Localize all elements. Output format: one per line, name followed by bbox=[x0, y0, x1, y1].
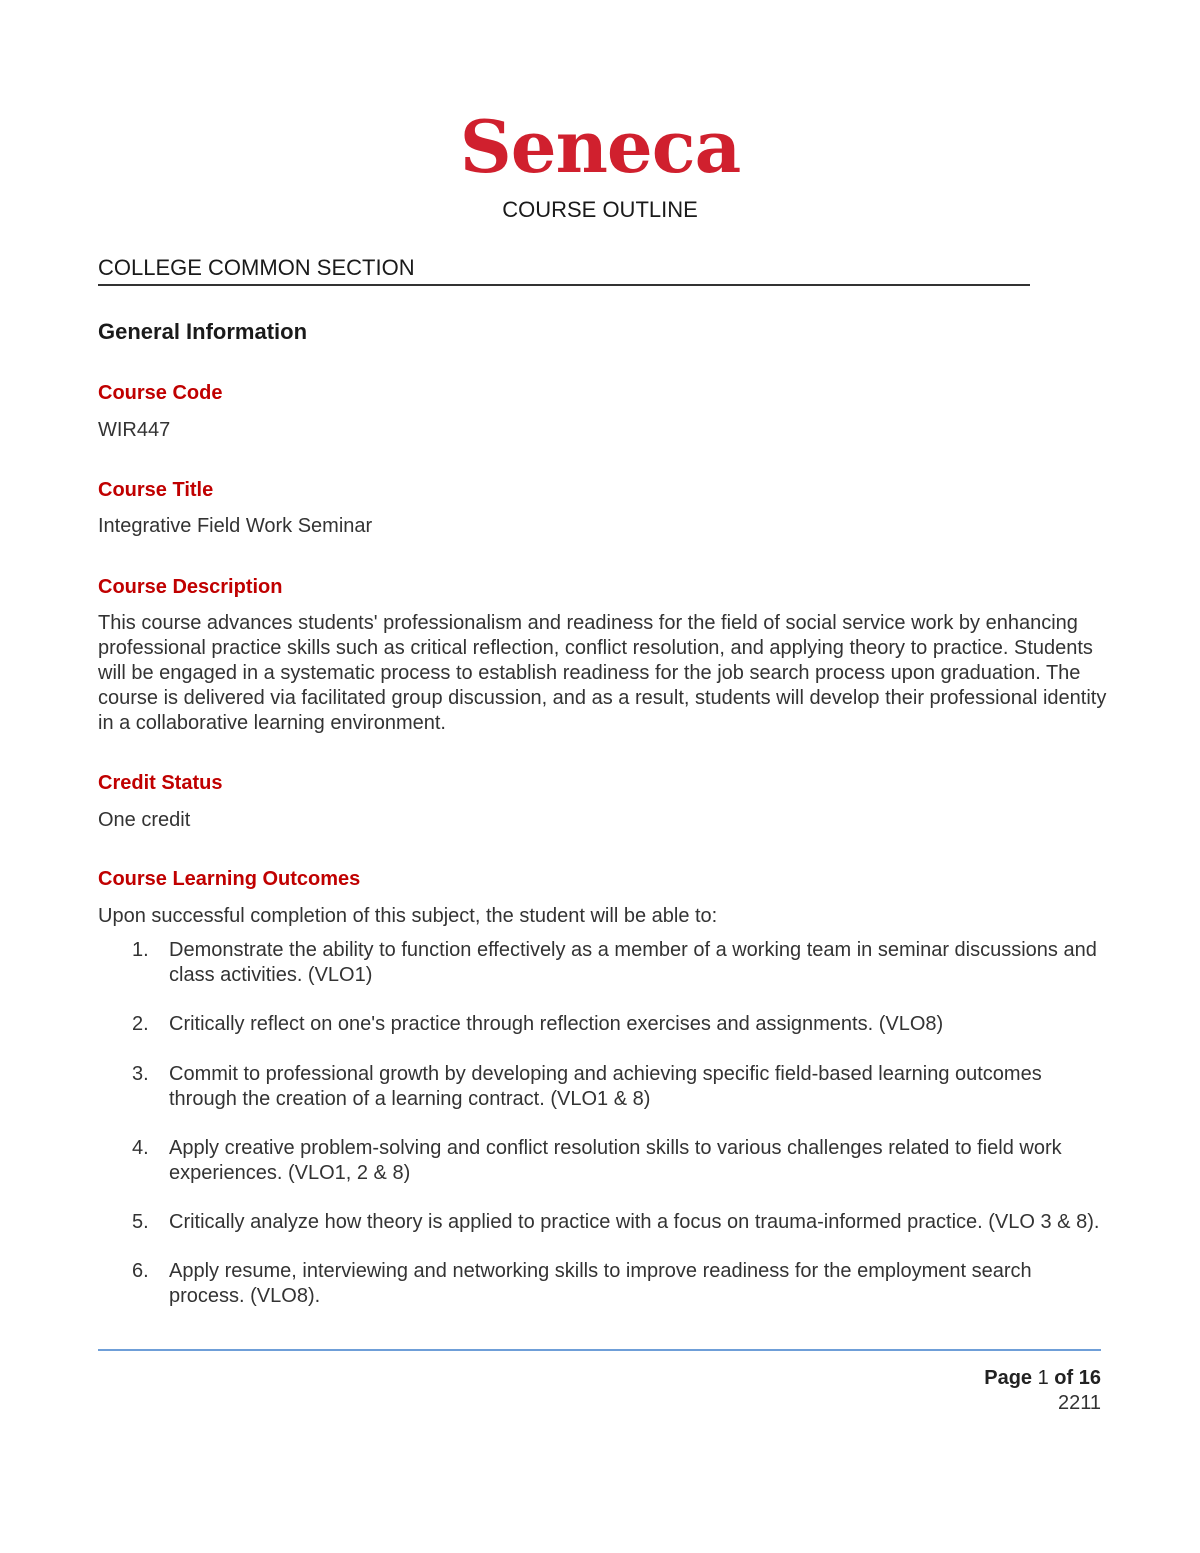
course-title-value: Integrative Field Work Seminar bbox=[98, 515, 373, 537]
outcome-item bbox=[98, 1136, 1108, 1186]
seneca-logo: Seneca bbox=[459, 104, 741, 189]
outcome-item bbox=[98, 1062, 1108, 1112]
credit-status-heading: Credit Status bbox=[98, 772, 223, 794]
outcome-item bbox=[98, 1210, 1108, 1235]
document-title: COURSE OUTLINE bbox=[502, 197, 698, 222]
outcome-number: 5. bbox=[132, 1211, 149, 1233]
page-of-word: of bbox=[1054, 1367, 1074, 1389]
subsection-title: General Information bbox=[98, 319, 308, 344]
course-description-heading: Course Description bbox=[98, 576, 283, 598]
course-description-text: This course advances students' professionalism and readiness for the field of social service work by enhancing professional practice skills such as critical reflection, conflict resolution, and applying theory to practice. Students will be engaged in a systematic process to establish readiness for the job search process upon graduation. The course is delivered via facilitated group discussion, and as a result, students will develop their professional identity in a collaborative learning environment. bbox=[98, 612, 1107, 734]
page-total: 16 bbox=[1078, 1367, 1101, 1389]
outcome-item bbox=[98, 1012, 1108, 1037]
outcome-number: 6. bbox=[132, 1260, 149, 1282]
credit-status-value: One credit bbox=[98, 809, 191, 831]
learning-outcomes-heading: Course Learning Outcomes bbox=[98, 868, 361, 890]
course-code-value: WIR447 bbox=[98, 419, 171, 441]
outcome-item bbox=[98, 1259, 1108, 1309]
section-title: COLLEGE COMMON SECTION bbox=[98, 254, 1030, 286]
outcome-text: Critically analyze how theory is applied to practice with a focus on trauma-informed practice. (VLO 3 & 8). bbox=[169, 1211, 1100, 1233]
course-title-heading: Course Title bbox=[98, 479, 214, 501]
outcome-text: Critically reflect on one's practice through reflection exercises and assignments. (VLO8) bbox=[169, 1013, 944, 1035]
page-current: 1 bbox=[1037, 1367, 1049, 1389]
outcome-text: Commit to professional growth by developing and achieving specific field-based learning outcomes through the creation of a learning contract. (VLO1 & 8) bbox=[169, 1063, 1042, 1110]
outcome-number: 4. bbox=[132, 1137, 149, 1159]
outcome-text: Demonstrate the ability to function effectively as a member of a working team in seminar discussions and class activities. (VLO1) bbox=[169, 939, 1097, 986]
outcome-text: Apply resume, interviewing and networking skills to improve readiness for the employment search process. (VLO8). bbox=[169, 1260, 1032, 1307]
learning-outcomes-list bbox=[98, 938, 1108, 1309]
course-code-heading: Course Code bbox=[98, 382, 223, 404]
outcome-text: Apply creative problem-solving and conflict resolution skills to various challenges related to field work experiences. (VLO1, 2 & 8) bbox=[169, 1137, 1062, 1184]
page-word: Page bbox=[984, 1367, 1033, 1389]
outcome-number: 1. bbox=[132, 939, 149, 961]
page-number bbox=[984, 1366, 1101, 1391]
outcome-item bbox=[98, 938, 1108, 988]
learning-outcomes-intro: Upon successful completion of this subject, the student will be able to: bbox=[98, 905, 718, 927]
outcome-number: 2. bbox=[132, 1013, 149, 1035]
footer-divider bbox=[98, 1349, 1101, 1351]
document-code: 2211 bbox=[1057, 1392, 1101, 1414]
outcome-number: 3. bbox=[132, 1063, 149, 1085]
